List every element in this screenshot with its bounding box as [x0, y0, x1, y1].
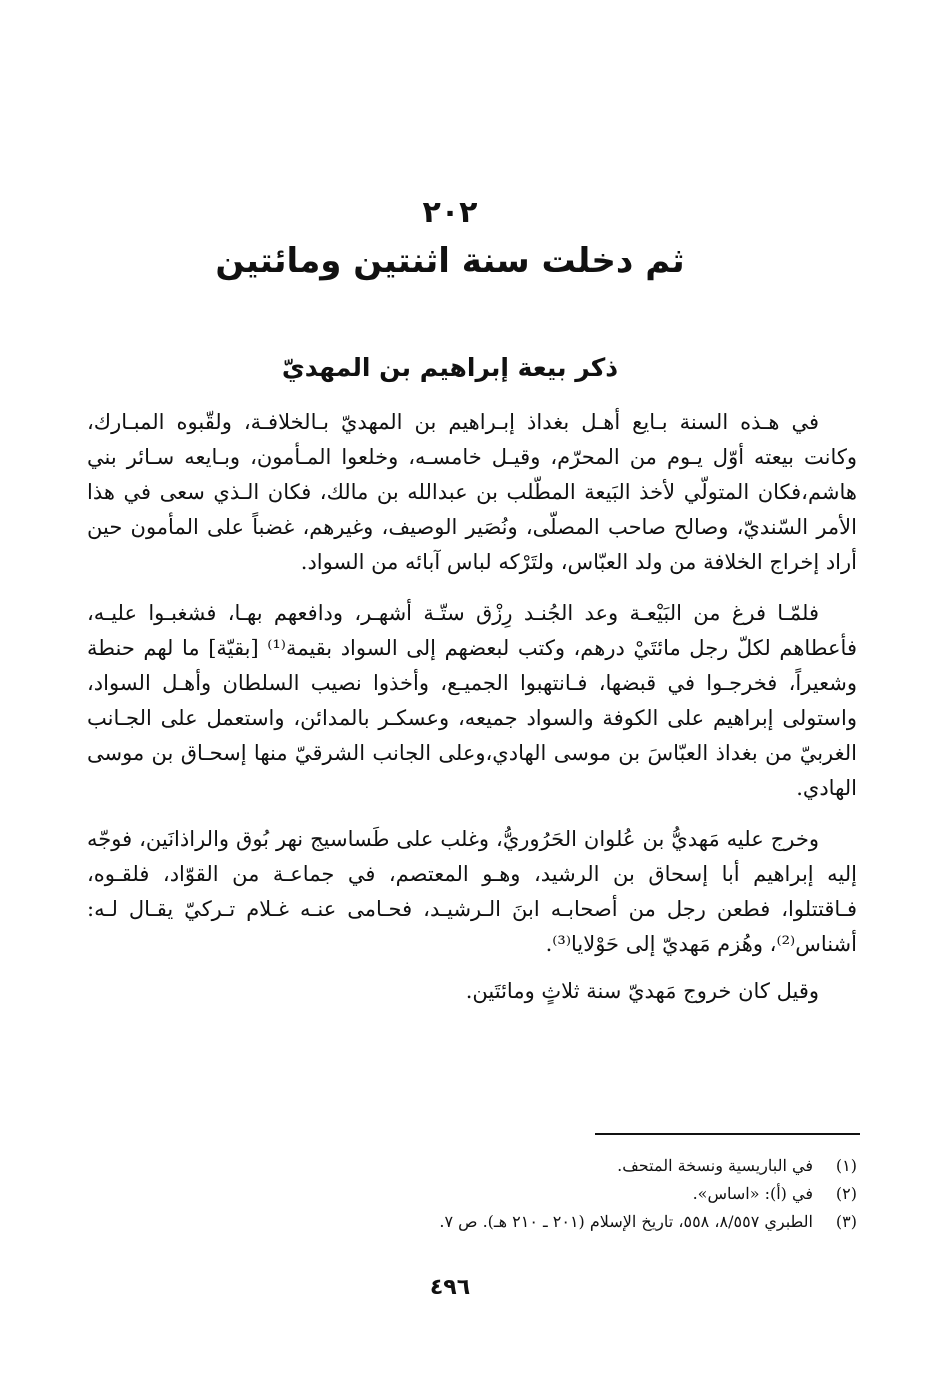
footnote-text: في الباريسية ونسخة المتحف. [617, 1156, 813, 1175]
year-heading: ٢٠٢ [422, 195, 478, 230]
footnote-1 [87, 1152, 857, 1180]
paragraph-2: فلمّـا فرغ من البَيْعـة وعد الجُنـد رِزْق ستّـة أشهـر، ودافعهم بهـا، فشغبـوا عليـه، فأعطاهم لكلّ رجل مائتَيْ درهم، وكتب لبعضهم إلى السواد بقيمة⁽¹⁾ [بقيّة] ما لهم حنطة وشعيراً، فخرجـوا في قبضها، فـانتهبوا الجميـع، وأخذوا نصيب السلطان وأهـل السواد، واستولى إبراهيم على الكوفة والسواد جميعه، وعسكـر بالمدائن، واستعمل على الجـانب الغربيّ من بغداذ العبّاسَ بن موسى الهادي،وعلى الجانب الشرقيّ منها إسحـاق بن موسى الهادي. [87, 601, 857, 800]
footnote-number: (٣) [835, 1212, 857, 1231]
footnote-number: (٢) [835, 1184, 857, 1203]
footnotes [87, 1152, 857, 1236]
footnote-text: الطبري ٨/٥٥٧، ٥٥٨، تاريخ الإسلام (٢٠١ ـ ٢١٠ هـ). ص ٧. [439, 1212, 813, 1231]
paragraph-3: وخرج عليه مَهديُّ بن عُلوان الحَرُوريُّ، وغلب على طَساسيج نهر بُوق والراذانَين، فوجّه إليه إبراهيم أبا إسحاق بن الرشيد، وهـو المعتصم، في جماعـة من القوّاد، فلقـوه، فـاقتتلوا، فطعن رجل من أصحابـه ابنَ الـرشيـد، فحـامى عنـه غـلام تـركيّ يقـال لـه: أشناس⁽²⁾، وهُزم مَهديّ إلى حَوْلايا⁽³⁾. [87, 827, 857, 956]
paragraph-4: وقيل كان خروج مَهديّ سنة ثلاثٍ ومائتَين. [465, 979, 819, 1003]
footnote-2 [87, 1180, 857, 1208]
footnote-divider [595, 1133, 860, 1135]
footnote-text: في (أ): «اساس». [692, 1184, 813, 1203]
body-text [87, 405, 857, 1025]
page-number: ٤٩٦ [429, 1275, 471, 1300]
paragraph-1: في هـذه السنة بـايع أهـل بغداذ إبـراهيم بن المهديّ بـالخلافـة، ولقّبوه المبـارك، وكانت بيعته أوّل يـوم من المحرّم، وقيـل خامسـه، وخلعوا المـأمون، وبـايعه سـائر بني هاشم،فكان المتولّي لأخذ البَيعة المطّلب بن عبدالله بن مالك، فكان الـذي سعى في هذا الأمر السّنديّ، وصالح صاحب المصلّى، ونُصَير الوصيف، وغيرهم، غضباً على المأمون حين أراد إخراج الخلافة من ولد العبّاس، ولتَرْكه لباس آبائه من السواد. [87, 410, 857, 574]
chapter-title: ثم دخلت سنة اثنتين ومائتين [215, 241, 685, 281]
section-title: ذكر بيعة إبراهيم بن المهديّ [281, 353, 619, 382]
footnote-3 [87, 1208, 857, 1236]
footnote-number: (١) [835, 1156, 857, 1175]
